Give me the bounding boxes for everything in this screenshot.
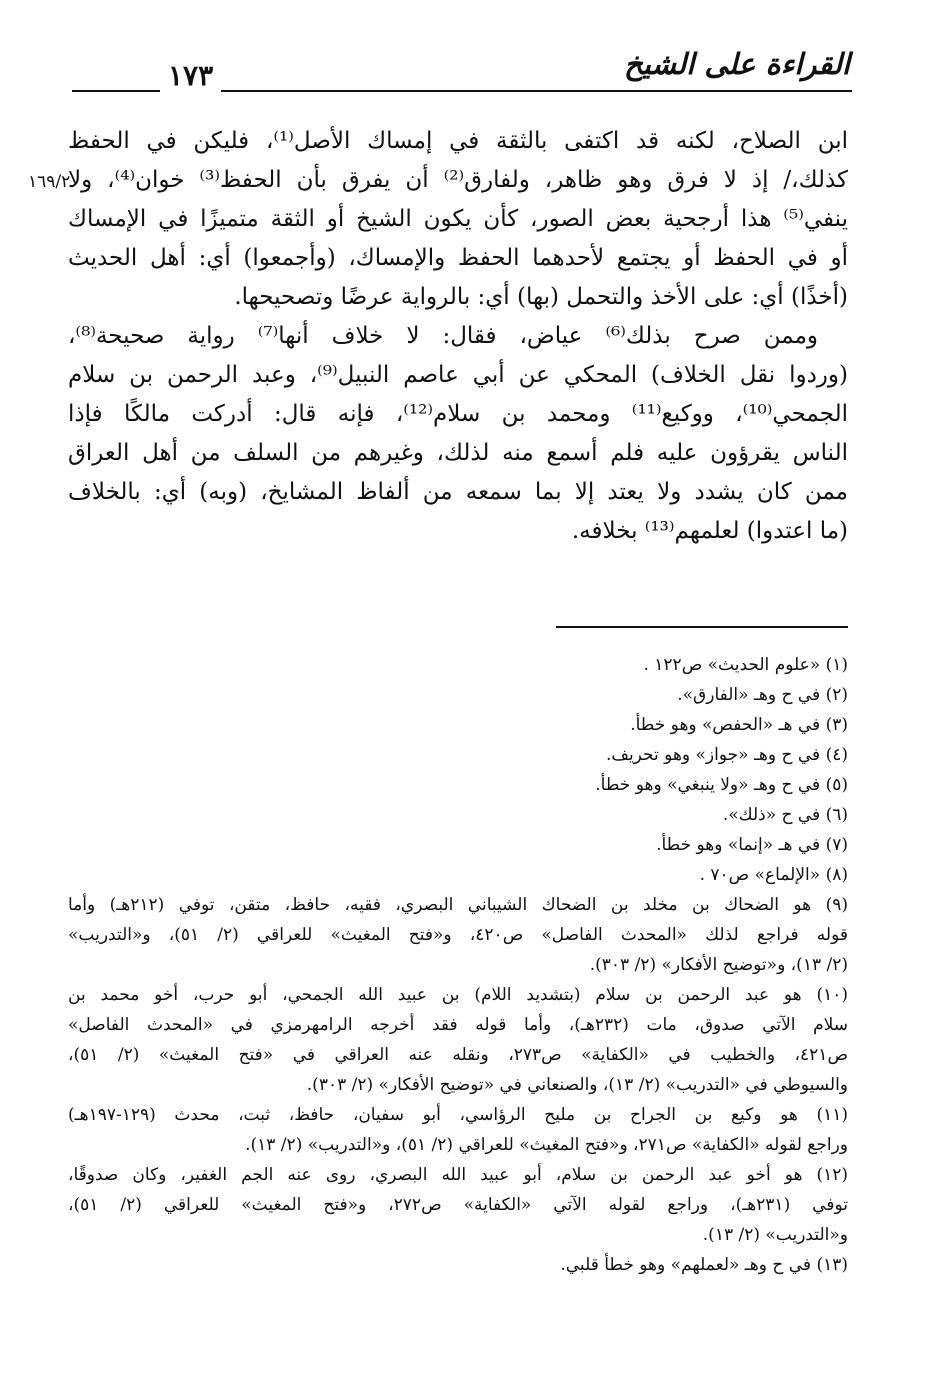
- footnote-12: [68, 1160, 848, 1250]
- footnote-2: [68, 680, 848, 710]
- footnote-line: (٥) في ح وهـ «ولا ينبغي» وهو خطأ.: [595, 775, 848, 795]
- footnote-11: [68, 1100, 848, 1160]
- footnote-line: (٧) في هـ «إنما» وهو خطأ.: [656, 835, 848, 855]
- footnote-line: (٩) هو الضحاك بن مخلد بن الضحاك الشيباني البصري، فقيه، حافظ، متقن، توفي (٢١٢هـ) وأما: [68, 895, 848, 915]
- footnote-1: [68, 650, 848, 680]
- body-line: (وردوا نقل الخلاف) المحكي عن أبي عاصم النبيل⁽⁹⁾، وعبد الرحمن بن سلام: [68, 362, 848, 388]
- footnote-line: (٨) «الإلماع» ص٧٠ .: [699, 865, 848, 885]
- page-number: ١٧٣: [160, 58, 221, 94]
- body-line: (ما اعتدوا) لعلمهم⁽¹³⁾ بخلافه.: [571, 518, 848, 544]
- running-header: [72, 44, 852, 100]
- footnote-4: [68, 740, 848, 770]
- footnote-line: (٣) في هـ «الحفص» وهو خطأ.: [630, 715, 848, 735]
- footnote-7: [68, 830, 848, 860]
- footnote-line: ص٤٢١، والخطيب في «الكفاية» ص٢٧٣، ونقله عنه العراقي في «فتح المغيث» (٢/ ٥١)،: [68, 1045, 848, 1065]
- body-line: كذلك،/ إذ لا فرق وهو ظاهر، ولفارق⁽²⁾ أن يفرق بأن الحفظ⁽³⁾ خوان⁽⁴⁾، ولا: [68, 167, 848, 193]
- footnote-line: (٢/ ١٣)، و«توضيح الأفكار» (٢/ ٣٠٣).: [589, 955, 848, 975]
- footnote-line: (١٣) في ح وهـ «لعملهم» وهو خطأ قلبي.: [560, 1255, 848, 1275]
- footnote-line: (٤) في ح وهـ «جواز» وهو تحريف.: [605, 745, 848, 765]
- footnote-line: و«التدريب» (٢/ ١٣).: [702, 1225, 848, 1245]
- footnote-line: (١) «علوم الحديث» ص١٢٢ .: [643, 655, 848, 675]
- footnote-line: والسيوطي في «التدريب» (٢/ ١٣)، والصنعاني في «توضيح الأفكار» (٢/ ٣٠٣).: [306, 1075, 848, 1095]
- footnote-line: سلام الآتي صدوق، مات (٢٣٢هـ)، وأما قوله فقد أخرجه الرامهرمزي في «المحدث الفاصل»: [68, 1015, 848, 1035]
- body-line: ابن الصلاح، لكنه قد اكتفى بالثقة في إمساك الأصل⁽¹⁾، فليكن في الحفظ: [68, 128, 848, 154]
- body-line: وممن صرح بذلك⁽⁶⁾ عياض، فقال: لا خلاف أنها⁽⁷⁾ رواية صحيحة⁽⁸⁾،: [68, 323, 819, 349]
- footnote-line: (١٢) هو أخو عبد الرحمن بن سلام، أبو عبيد الله البصري، روى عنه الجم الغفير، وكان صدوقًا،: [68, 1165, 848, 1185]
- body-line: ممن كان يشدد ولا يعتد إلا بما سمعه من ألفاظ المشايخ، (وبه) أي: بالخلاف: [68, 479, 848, 505]
- footnotes: [68, 650, 848, 1280]
- body-line: الجمحي⁽¹⁰⁾، ووكيع⁽¹¹⁾ ومحمد بن سلام⁽¹²⁾، فإنه قال: أدركت مالكًا فإذا: [68, 401, 848, 427]
- footnote-10: [68, 980, 848, 1100]
- footnote-13: [68, 1250, 848, 1280]
- footnote-6: [68, 800, 848, 830]
- body-line: ينفي⁽⁵⁾ هذا أرجحية بعض الصور، كأن يكون الشيخ أو الثقة متميزًا في الإمساك: [68, 206, 848, 232]
- footnote-line: (١١) هو وكيع بن الجراح بن مليح الرؤاسي، أبو سفيان، حافظ، ثبت، محدث (١٢٩-١٩٧هـ): [68, 1105, 848, 1125]
- footnote-3: [68, 710, 848, 740]
- footnote-line: قوله فراجع لذلك «المحدث الفاصل» ص٤٢٠، و«فتح المغيث» للعراقي (٢/ ٥١)، و«التدريب»: [68, 925, 848, 945]
- body-line: الناس يقرؤون عليه فلم أسمع منه لذلك، وغيرهم من السلف من أهل العراق: [68, 440, 848, 466]
- footnote-5: [68, 770, 848, 800]
- footnote-separator: [556, 626, 848, 628]
- chapter-title: القراءة على الشيخ: [624, 47, 850, 81]
- footnote-line: (٢) في ح وهـ «الفارق».: [677, 685, 848, 705]
- footnote-9: [68, 890, 848, 980]
- main-text: [68, 122, 848, 551]
- body-line: (أخذًا) أي: على الأخذ والتحمل (بها) أي: بالرواية عرضًا وتصحيحها.: [234, 284, 848, 310]
- footnote-line: (١٠) هو عبد الرحمن بن سلام (بتشديد اللام) بن عبيد الله الجمحي، أبو حرب، أخو محمد بن: [68, 985, 848, 1005]
- footnote-line: توفي (٢٣١هـ)، وراجع لقوله الآتي «الكفاية» ص٢٧٢، و«فتح المغيث» للعراقي (٢/ ٥١)،: [68, 1195, 848, 1215]
- footnote-line: (٦) في ح «ذلك».: [722, 805, 848, 825]
- body-line: أو في الحفظ أو يجتمع لأحدهما الحفظ والإمساك، (وأجمعوا) أي: أهل الحديث: [68, 245, 848, 271]
- margin-volume-page-reference: ١٦٩/٢: [28, 172, 71, 192]
- footnote-line: وراجع لقوله «الكفاية» ص٢٧١، و«فتح المغيث» للعراقي (٢/ ٥١)، و«التدريب» (٢/ ١٣).: [245, 1135, 848, 1155]
- footnote-8: [68, 860, 848, 890]
